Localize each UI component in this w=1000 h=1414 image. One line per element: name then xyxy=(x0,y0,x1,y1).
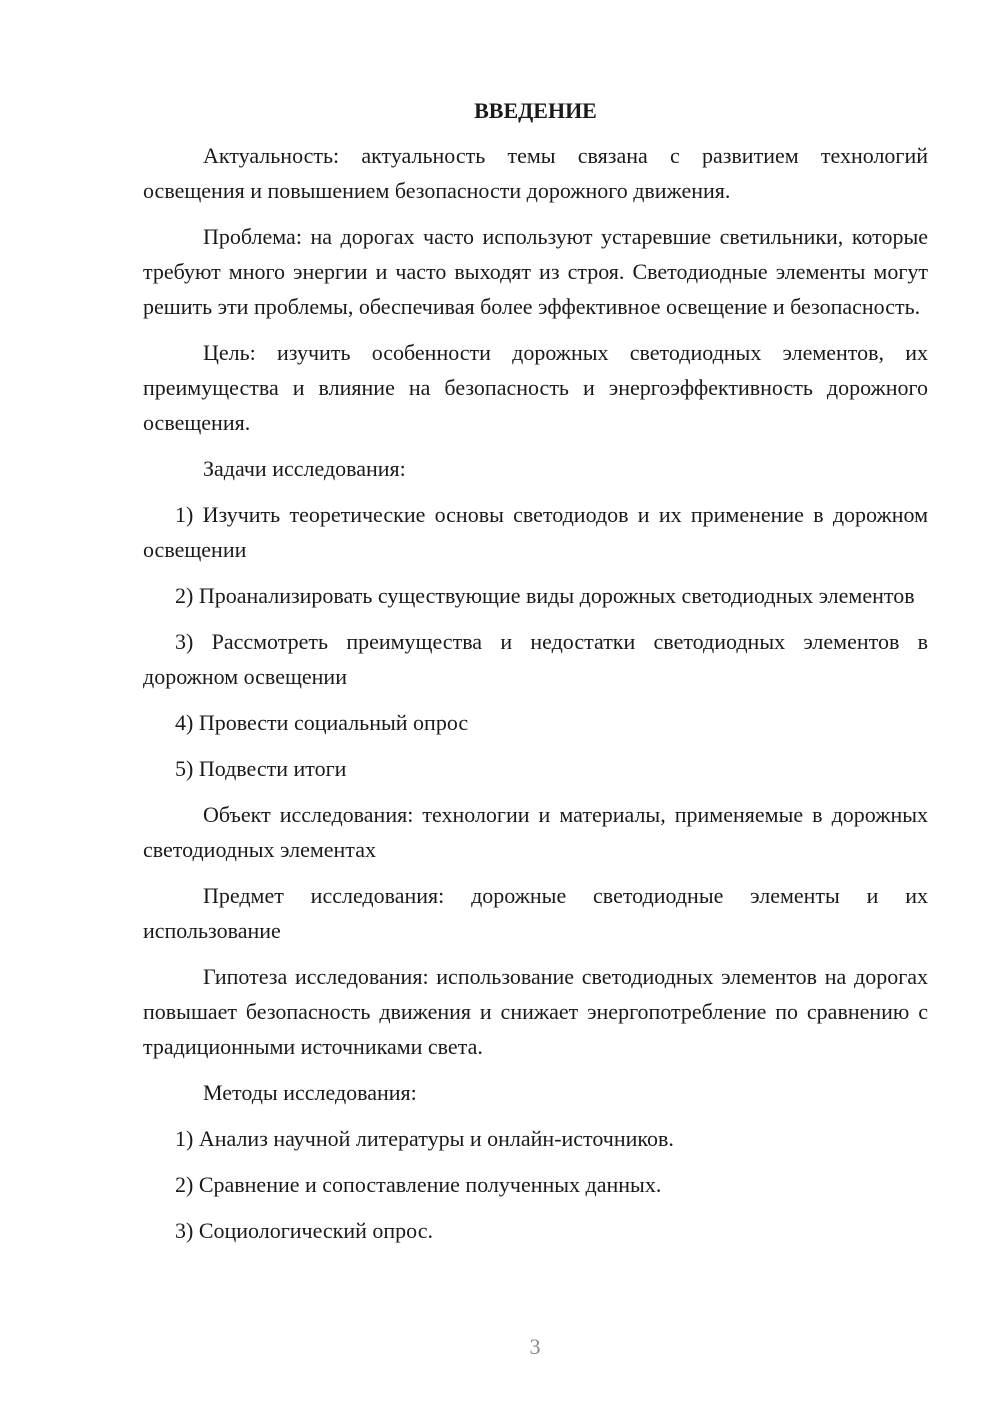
task-item: 2) Проанализировать существующие виды дорожных светодиодных элементов xyxy=(175,583,915,608)
task-item: 4) Провести социальный опрос xyxy=(175,710,469,735)
problem-paragraph: Проблема: на дорогах часто используют устаревшие светильники, которые требуют много энергии и часто выходят из строя. Светодиодные элементы могут решить эти проблемы, обеспечивая более эффективное освещение и безопасность. xyxy=(143,224,928,319)
relevance-paragraph: Актуальность: актуальность темы связана с развитием технологий освещения и повышением безопасности дорожного движения. xyxy=(143,143,928,203)
subject-paragraph: Предмет исследования: дорожные светодиодные элементы и их использование xyxy=(143,883,928,943)
hypothesis-paragraph: Гипотеза исследования: использование светодиодных элементов на дорогах повышает безопасность движения и снижает энергопотребление по сравнению с традиционными источниками света. xyxy=(143,964,928,1059)
page-title: ВВЕДЕНИЕ xyxy=(474,98,597,123)
tasks-heading: Задачи исследования: xyxy=(203,456,406,481)
task-item: 3) Рассмотреть преимущества и недостатки светодиодных элементов в дорожном освещении xyxy=(143,629,928,689)
method-item: 1) Анализ научной литературы и онлайн-источников. xyxy=(175,1126,674,1151)
method-item: 3) Социологический опрос. xyxy=(175,1218,433,1243)
goal-paragraph: Цель: изучить особенности дорожных светодиодных элементов, их преимущества и влияние на безопасность и энергоэффективность дорожного освещения. xyxy=(143,340,928,435)
task-item: 5) Подвести итоги xyxy=(175,756,347,781)
methods-heading: Методы исследования: xyxy=(203,1080,417,1105)
task-item: 1) Изучить теоретические основы светодиодов и их применение в дорожном освещении xyxy=(143,502,928,562)
object-paragraph: Объект исследования: технологии и материалы, применяемые в дорожных светодиодных элементах xyxy=(143,802,928,862)
method-item: 2) Сравнение и сопоставление полученных данных. xyxy=(175,1172,662,1197)
page-number: 3 xyxy=(529,1334,541,1359)
document-page xyxy=(143,96,928,1259)
